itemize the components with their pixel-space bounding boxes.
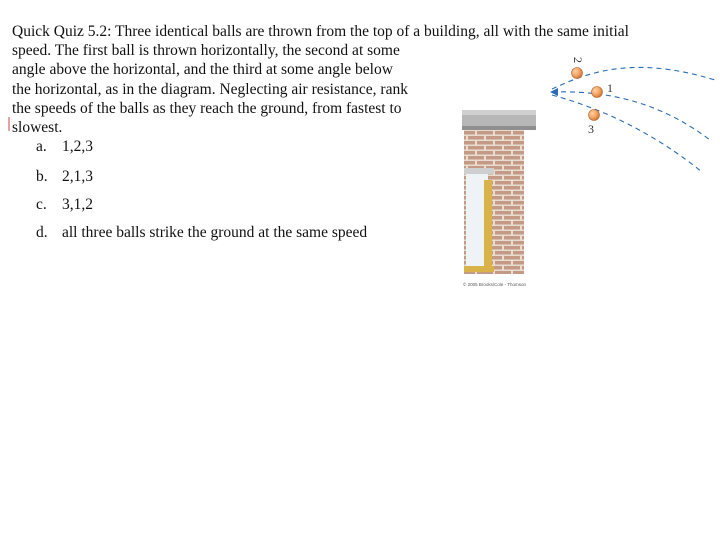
window-frame <box>484 180 492 272</box>
ball-label-3: 3 <box>588 122 594 136</box>
option-key: a. <box>36 138 47 155</box>
ball-1 <box>592 87 603 98</box>
option-c[interactable] <box>36 196 93 214</box>
option-key: c. <box>36 196 47 213</box>
ball-3 <box>589 110 600 121</box>
option-a[interactable] <box>36 138 93 156</box>
option-text: 3,1,2 <box>62 196 93 213</box>
figure-credit: © 2005 Brooks/Cole - Thomson <box>463 282 527 287</box>
trajectory-3 <box>552 95 702 172</box>
option-d[interactable] <box>36 224 367 242</box>
option-text: 1,2,3 <box>62 138 93 155</box>
trajectory-1 <box>552 92 710 140</box>
question-line: Quick Quiz 5.2: Three identical balls are thrown from the top of a building, all with the same initial <box>12 23 629 40</box>
ball-label-1: 1 <box>607 81 613 95</box>
option-key: d. <box>36 224 48 241</box>
question-line: the horizontal, as in the diagram. Neglecting air resistance, rank <box>12 80 408 98</box>
question-line: the speeds of the balls as they reach the ground, from fastest to <box>12 99 402 117</box>
projectile-diagram <box>440 40 720 300</box>
option-b[interactable] <box>36 168 93 186</box>
option-text: 2,1,3 <box>62 168 93 185</box>
question-line: angle above the horizontal, and the third at some angle below <box>12 61 393 79</box>
window-lintel <box>464 168 494 174</box>
ball-2 <box>572 68 583 79</box>
question-line: slowest. <box>12 119 63 137</box>
accent-marker <box>8 117 10 131</box>
launch-arrow-icon <box>550 88 558 96</box>
question-text <box>12 22 629 137</box>
option-text: all three balls strike the ground at the same speed <box>62 224 368 241</box>
ball-label-2: 2 <box>571 57 585 63</box>
building <box>462 110 536 274</box>
option-key: b. <box>36 168 48 185</box>
question-line: speed. The first ball is thrown horizontally, the second at some <box>12 42 400 60</box>
trajectories <box>552 67 715 172</box>
